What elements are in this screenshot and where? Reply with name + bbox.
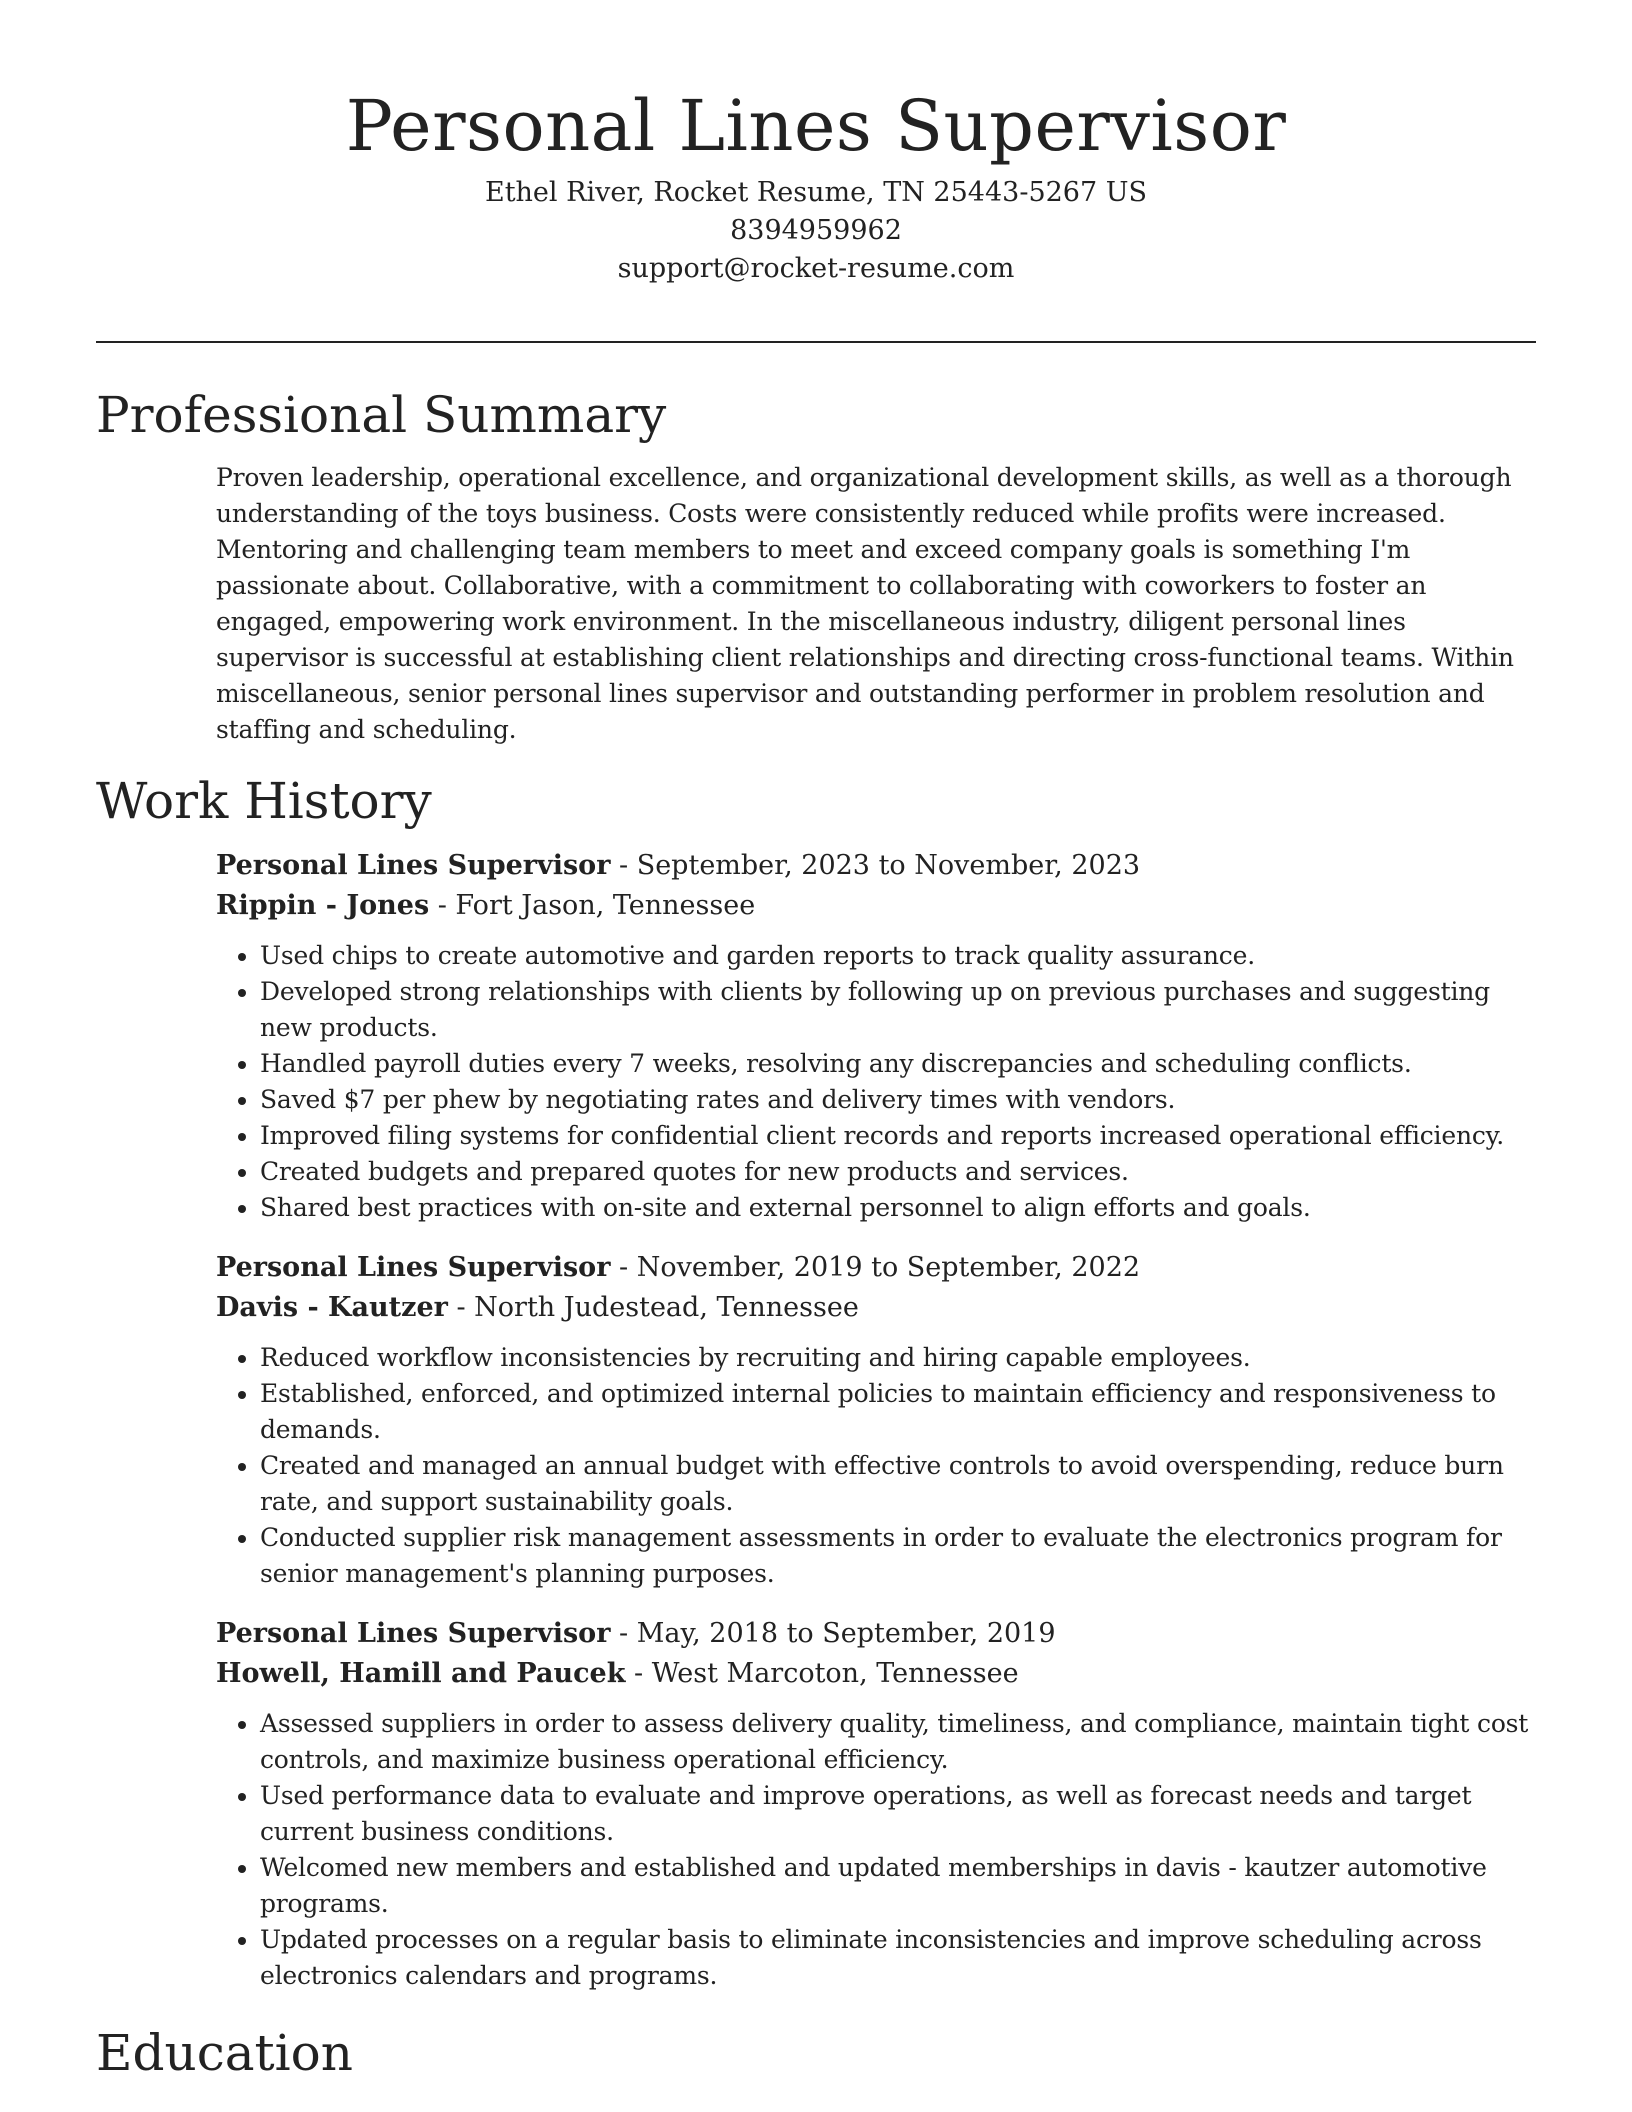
job-company-line [216,1288,1536,1328]
job-bullet: • Established, enforced, and optimized internal policies to maintain efficiency and responsiveness to demands. [260,1376,1536,1448]
contact-address: Ethel River, Rocket Resume, TN 25443-5267 US [484,177,1147,208]
job-location: - North Judestead, Tennessee [447,1292,859,1323]
header-divider [96,341,1536,343]
job-bullet: • Conducted supplier risk management assessments in order to evaluate the electronics program for senior management's planning purposes. [260,1520,1536,1592]
job-bullet: • Developed strong relationships with clients by following up on previous purchases and suggesting new products. [260,974,1536,1046]
candidate-name: Personal Lines Supervisor [345,85,1287,167]
job-title-line [216,1614,1536,1654]
job-role: Personal Lines Supervisor [216,1618,611,1649]
section-title-summary: Professional Summary [96,386,667,444]
job-bullets [216,1340,1536,1592]
job-location: - West Marcoton, Tennessee [625,1658,1019,1689]
job-dates: - May, 2018 to September, 2019 [610,1618,1056,1649]
section-title-education: Education [96,2024,353,2082]
professional-summary-section [96,378,1536,748]
summary-text: Proven leadership, operational excellence, and organizational development skills, as well as a thorough understanding of the toys business. Costs were consistently reduced while profits were increased. Mentoring and challenging team members to meet and exceed company goals is something I'm passionate about. Collaborative, with a commitment to collaborating with coworkers to foster an engaged, empowering work environment. In the miscellaneous industry, diligent personal lines supervisor is successful at establishing client relationships and directing cross-functional teams. Within miscellaneous, senior personal lines supervisor and outstanding performer in problem resolution and staffing and scheduling. [216,463,1514,744]
job-location: - Fort Jason, Tennessee [429,890,756,921]
job-company: Howell, Hamill and Paucek [216,1658,626,1689]
job-title-line [216,1248,1536,1288]
contact-email: support@rocket-resume.com [617,253,1015,284]
job-bullets [216,938,1536,1226]
job-bullet: • Updated processes on a regular basis to eliminate inconsistencies and improve scheduling across electronics calendars and programs. [260,1922,1536,1994]
job-bullet: • Assessed suppliers in order to assess delivery quality, timeliness, and compliance, maintain tight cost controls, and maximize business operational efficiency. [260,1706,1536,1778]
job-role: Personal Lines Supervisor [216,1252,611,1283]
job-company-line [216,1654,1536,1694]
job-bullet: • Used chips to create automotive and garden reports to track quality assurance. [260,938,1536,974]
job-company: Rippin - Jones [216,890,430,921]
job-dates: - September, 2023 to November, 2023 [610,850,1141,881]
job-role: Personal Lines Supervisor [216,850,611,881]
job-entry [216,1614,1536,1994]
resume-content [96,378,1536,2098]
job-bullet: • Welcomed new members and established and updated memberships in davis - kautzer automotive programs. [260,1850,1536,1922]
job-dates: - November, 2019 to September, 2022 [610,1252,1141,1283]
job-entry [216,1248,1536,1592]
resume-header [0,78,1632,288]
section-title-work-history: Work History [96,772,432,830]
job-bullet: • Created and managed an annual budget with effective controls to avoid overspending, reduce burn rate, and support sustainability goals. [260,1448,1536,1520]
job-entry [216,846,1536,1226]
job-company: Davis - Kautzer [216,1292,448,1323]
job-title-line [216,846,1536,886]
job-bullet: • Created budgets and prepared quotes for new products and services. [260,1154,1536,1190]
job-bullet: • Reduced workflow inconsistencies by recruiting and hiring capable employees. [260,1340,1536,1376]
job-bullet: • Handled payroll duties every 7 weeks, resolving any discrepancies and scheduling conflicts. [260,1046,1536,1082]
job-bullet: • Used performance data to evaluate and improve operations, as well as forecast needs and target current business conditions. [260,1778,1536,1850]
education-section [96,2016,1536,2090]
job-bullets [216,1706,1536,1994]
job-bullet: • Improved filing systems for confidential client records and reports increased operational efficiency. [260,1118,1536,1154]
job-company-line [216,886,1536,926]
job-bullet: • Shared best practices with on-site and external personnel to align efforts and goals. [260,1190,1536,1226]
job-bullet: • Saved $7 per phew by negotiating rates and delivery times with vendors. [260,1082,1536,1118]
contact-phone: 8394959962 [730,215,902,246]
work-history-section [96,764,1536,1994]
contact-block [0,174,1632,288]
